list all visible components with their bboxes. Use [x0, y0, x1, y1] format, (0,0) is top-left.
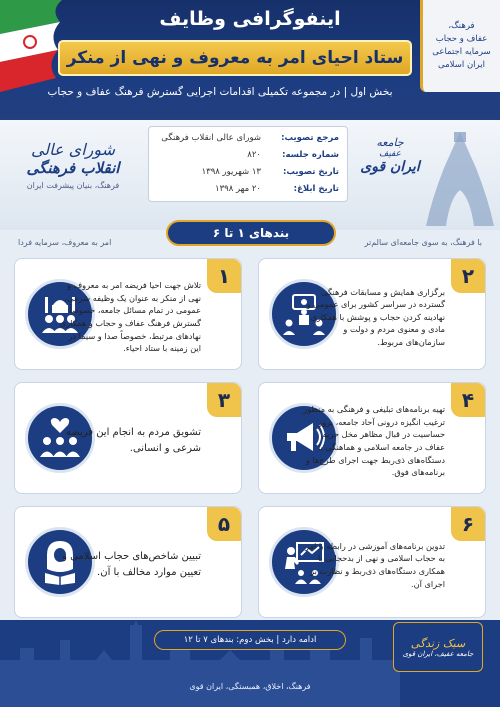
- info-row-notify-date: [155, 184, 339, 199]
- item-card-4: [258, 382, 486, 494]
- item-number: ۳: [207, 383, 241, 417]
- item-card-3: [14, 382, 242, 494]
- item-card-1: [14, 258, 242, 370]
- footer-logo-title: سبک زندگی: [410, 636, 466, 650]
- azadi-tower-icon: [424, 128, 496, 228]
- council-logo: [18, 140, 128, 190]
- approval-info-card: [148, 126, 348, 202]
- slogan-right: با فرهنگ، به سوی جامعه‌ای سالم‌تر: [364, 238, 482, 247]
- footer-tagline: فرهنگ، اخلاق، همبستگی، ایران قوی: [189, 682, 311, 691]
- item-text: برگزاری همایش و مسابقات فرهنگی گسترده در سراسر کشور برای عمومی و نهادینه کردن حجاب و پوشش با همکاری مادی و معنوی مردم و دولت و سازمان‌های مربوط.: [306, 286, 445, 347]
- council-logo-tagline: فرهنگ، بنیان پیشرفت ایران: [26, 181, 120, 190]
- corner-badge-line: فرهنگ،: [448, 21, 475, 31]
- item-number: ۵: [207, 507, 241, 541]
- item-number: ۴: [451, 383, 485, 417]
- society-logo: [358, 136, 422, 175]
- info-row-reference: [155, 133, 339, 148]
- header-banner: [0, 0, 500, 120]
- item-text: تدوین برنامه‌های آموزشی در رابطه با امر به حجاب اسلامی و نهی از بدحجابی با همکاری دستگاه‌های ذی‌ربط و نظارت بر اجرای آن.: [305, 540, 445, 589]
- corner-badge-line: سرمایه اجتماعی: [432, 47, 491, 57]
- item-text: تشویق مردم به انجام این فریضه شرعی و انسانی.: [65, 427, 201, 454]
- corner-badge-line: ایران اسلامی: [438, 60, 485, 70]
- item-text: تبیین شاخص‌های حجاب اسلامی و تعیین موارد مخالف با آن.: [62, 551, 201, 578]
- council-logo-line2: انقلاب فرهنگی: [26, 159, 120, 177]
- item-text: تهیه برنامه‌های تبلیغی و فرهنگی به منظور ترغیب انگیزه درونی آحاد جامعه، بروز حساسیت در قبال مظاهر مخل حریم عفاف در جامعه اسلامی و هماهنگی با دستگاه‌های ذی‌ربط جهت اجرای طرح‌ها و برنامه‌های فوق.: [303, 404, 445, 478]
- footer-logo: [393, 622, 483, 672]
- info-label: تاریخ تصویب:: [282, 167, 339, 177]
- info-area: [0, 120, 500, 230]
- item-number: ۲: [451, 259, 485, 293]
- item-text: تلاش جهت احیا فریضه امر به معروف و نهی از منکر به عنوان یک وظیفه شرعی، عمومی در تمام مسائل جامعه، خصوصاً گسترش فرهنگ عفاف و حجاب و همکاری نهادهای مرتبط، خصوصاً صدا و سیما در این زمینه با ستاد احیاء.: [59, 280, 201, 354]
- society-logo-line3: ایران قوی: [360, 159, 420, 175]
- info-label: شماره جلسه:: [282, 150, 339, 160]
- subtitle: بخش اول | در مجموعه تکمیلی اقدامات اجرایی گسترش فرهنگ عفاف و حجاب: [47, 86, 393, 98]
- section-title-badge: بندهای ۱ تا ۶: [166, 220, 336, 246]
- society-logo-line2: عفیف: [379, 149, 401, 159]
- item-card-6: [258, 506, 486, 618]
- title-line-1: اینفوگرافی وظایف: [159, 8, 341, 30]
- slogan-left: امر به معروف، سرمایه فردا: [18, 238, 112, 247]
- info-label: تاریخ ابلاغ:: [293, 184, 339, 194]
- continue-badge: ادامه دارد | بخش دوم: بندهای ۷ تا ۱۲: [154, 630, 346, 650]
- council-logo-line1: شورای عالی: [30, 140, 116, 159]
- item-number: ۱: [207, 259, 241, 293]
- info-value: ۲۰ مهر ۱۳۹۸: [215, 184, 261, 194]
- item-number: ۶: [451, 507, 485, 541]
- item-card-5: [14, 506, 242, 618]
- info-value: ۸۲۰: [247, 150, 261, 160]
- info-row-session: [155, 150, 339, 165]
- society-logo-line1: جامعه: [376, 136, 404, 149]
- title-ribbon: ستاد احیای امر به معروف و نهی از منکر: [58, 40, 412, 76]
- item-card-2: [258, 258, 486, 370]
- corner-badge: [420, 0, 500, 92]
- iran-flag-icon: [0, 0, 62, 92]
- info-label: مرجع تصویب:: [281, 133, 339, 143]
- footer-logo-subtitle: جامعه عفیف، ایران قوی: [402, 649, 474, 658]
- info-row-approval-date: [155, 167, 339, 182]
- corner-badge-line: عفاف و حجاب: [435, 34, 488, 44]
- info-value: ۱۳ شهریور ۱۳۹۸: [201, 167, 261, 177]
- info-value: شورای عالی انقلاب فرهنگی: [161, 133, 261, 143]
